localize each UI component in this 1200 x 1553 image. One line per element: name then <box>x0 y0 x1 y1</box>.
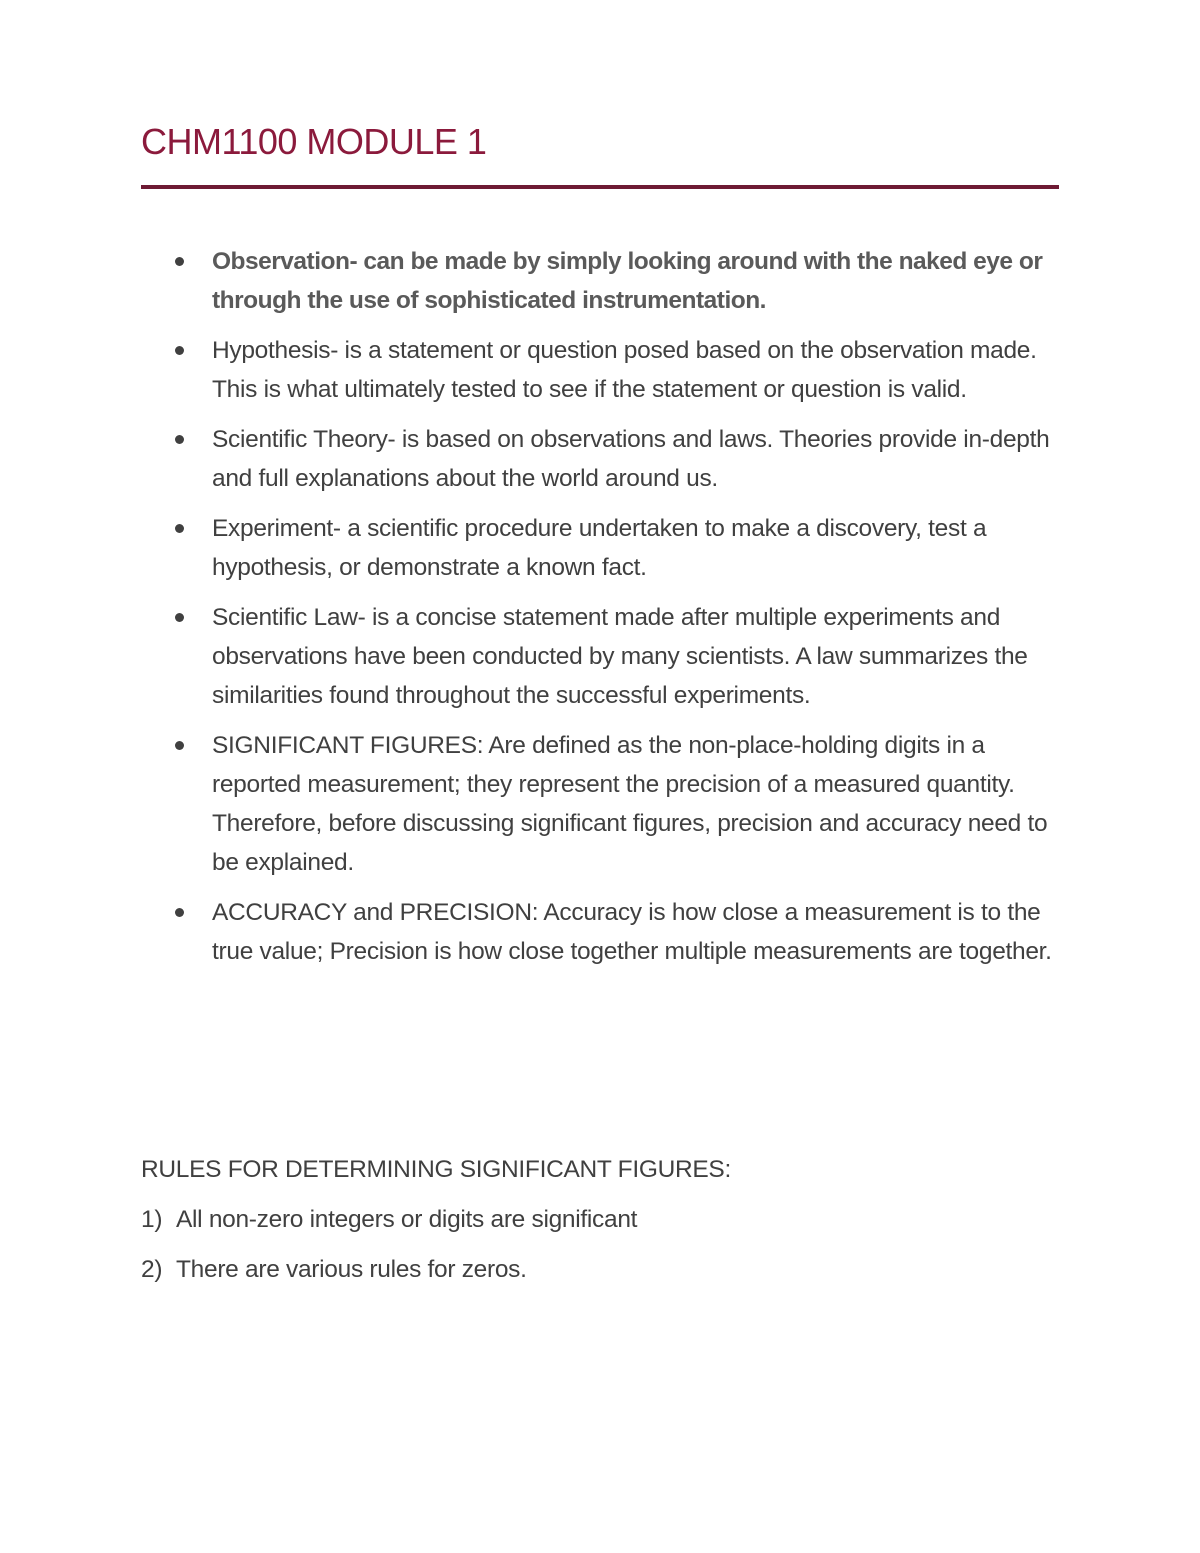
rules-list <box>141 1200 1041 1300</box>
list-item <box>173 242 1063 320</box>
rule-item <box>141 1250 1041 1289</box>
bullet-icon <box>175 346 184 355</box>
page-title: CHM1100 MODULE 1 <box>141 121 487 162</box>
rule-text: There are various rules for zeros. <box>176 1256 527 1283</box>
list-item <box>173 598 1063 715</box>
bullet-icon <box>175 613 184 622</box>
bullet-icon <box>175 908 184 917</box>
bullet-icon <box>175 257 184 266</box>
list-item-text: Scientific Law- is a concise statement made after multiple experiments and observations have been conducted by many scientists. A law summarizes the similarities found throughout the successful experiments. <box>212 604 1028 709</box>
rule-text: All non-zero integers or digits are significant <box>176 1206 638 1233</box>
list-item <box>173 726 1063 882</box>
list-item <box>173 331 1063 409</box>
rule-item <box>141 1200 1041 1239</box>
list-item-text: SIGNIFICANT FIGURES: Are defined as the non-place-holding digits in a reported measurement; they represent the precision of a measured quantity. Therefore, before discussing significant figures, precision and accuracy need to be explained. <box>212 732 1048 876</box>
list-item <box>173 509 1063 587</box>
list-item <box>173 893 1063 971</box>
list-item-text: Observation- can be made by simply looking around with the naked eye or through the use of sophisticated instrumentation. <box>212 248 1043 314</box>
bullet-icon <box>175 524 184 533</box>
list-item <box>173 420 1063 498</box>
bullet-icon <box>175 435 184 444</box>
list-item-text: ACCURACY and PRECISION: Accuracy is how close a measurement is to the true value; Precision is how close together multiple measurements are together. <box>212 899 1052 965</box>
bullet-icon <box>175 741 184 750</box>
list-item-text: Experiment- a scientific procedure undertaken to make a discovery, test a hypothesis, or demonstrate a known fact. <box>212 515 987 581</box>
list-item-text: Scientific Theory- is based on observations and laws. Theories provide in-depth and full explanations about the world around us. <box>212 426 1050 492</box>
rule-number: 1) <box>141 1206 163 1233</box>
rules-heading: RULES FOR DETERMINING SIGNIFICANT FIGURES: <box>141 1156 731 1183</box>
definitions-list <box>173 242 1063 982</box>
title-divider <box>141 185 1059 189</box>
list-item-text: Hypothesis- is a statement or question posed based on the observation made. This is what ultimately tested to see if the statement or question is valid. <box>212 337 1037 403</box>
rule-number: 2) <box>141 1256 163 1283</box>
